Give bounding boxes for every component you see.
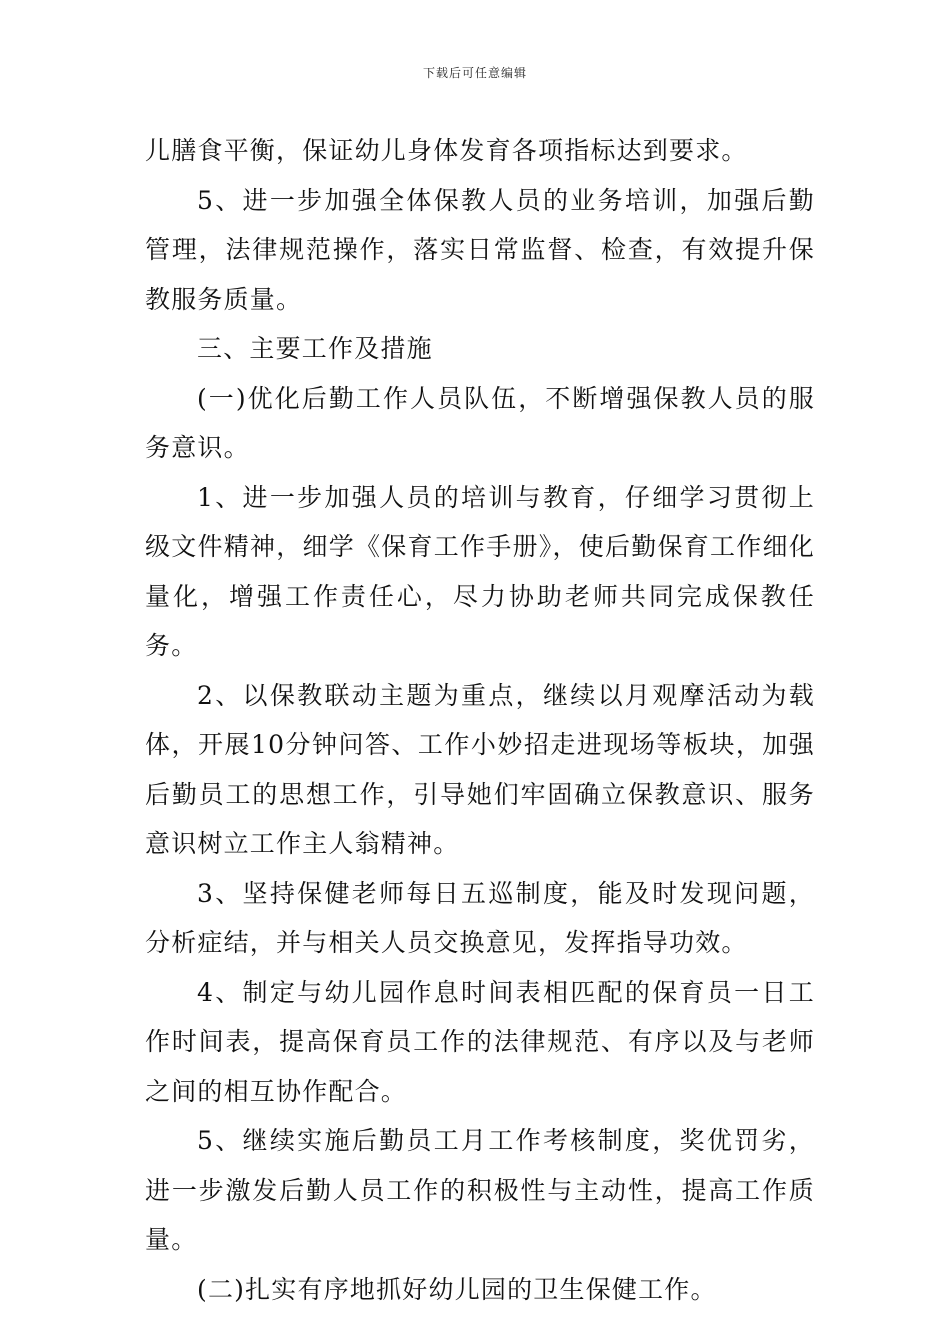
section-heading-main-work: 三、主要工作及措施 bbox=[197, 334, 433, 363]
paragraph-item-5: 5、继续实施后勤员工月工作考核制度，奖优罚劣，进一步激发后勤人员工作的积极性与主动性，提高工作质量。 bbox=[145, 1126, 815, 1254]
subsection-heading-2: (二)扎实有序地抓好幼儿园的卫生保健工作。 bbox=[197, 1274, 717, 1304]
subsection-heading-1: (一)优化后勤工作人员队伍，不断增强保教人员的服务意识。 bbox=[145, 383, 815, 462]
paragraph-item-2: 2、以保教联动主题为重点，继续以月观摩活动为载体，开展10分钟问答、工作小妙招走进现场等板块，加强后勤员工的思想工作，引导她们牢固确立保教意识、服务意识树立工作主人翁精神。 bbox=[145, 680, 815, 858]
paragraph-item-1: 1、进一步加强人员的培训与教育，仔细学习贯彻上级文件精神，细学《保育工作手册》，使后勤保育工作细化量化，增强工作责任心，尽力协助老师共同完成保教任务。 bbox=[145, 482, 815, 660]
document-body bbox=[145, 126, 815, 1314]
paragraph-item-4: 4、制定与幼儿园作息时间表相匹配的保育员一日工作时间表，提高保育员工作的法律规范、有序以及与老师之间的相互协作配合。 bbox=[145, 977, 815, 1106]
paragraph-continuation: 儿膳食平衡，保证幼儿身体发育各项指标达到要求。 bbox=[145, 136, 748, 165]
page-header: 下载后可任意编辑 bbox=[422, 66, 527, 80]
paragraph-item-3: 3、坚持保健老师每日五巡制度，能及时发现问题，分析症结，并与相关人员交换意见，发挥指导功效。 bbox=[145, 878, 815, 957]
paragraph-item-5-goal: 5、进一步加强全体保教人员的业务培训，加强后勤管理，法律规范操作，落实日常监督、检查，有效提升保教服务质量。 bbox=[145, 185, 815, 314]
